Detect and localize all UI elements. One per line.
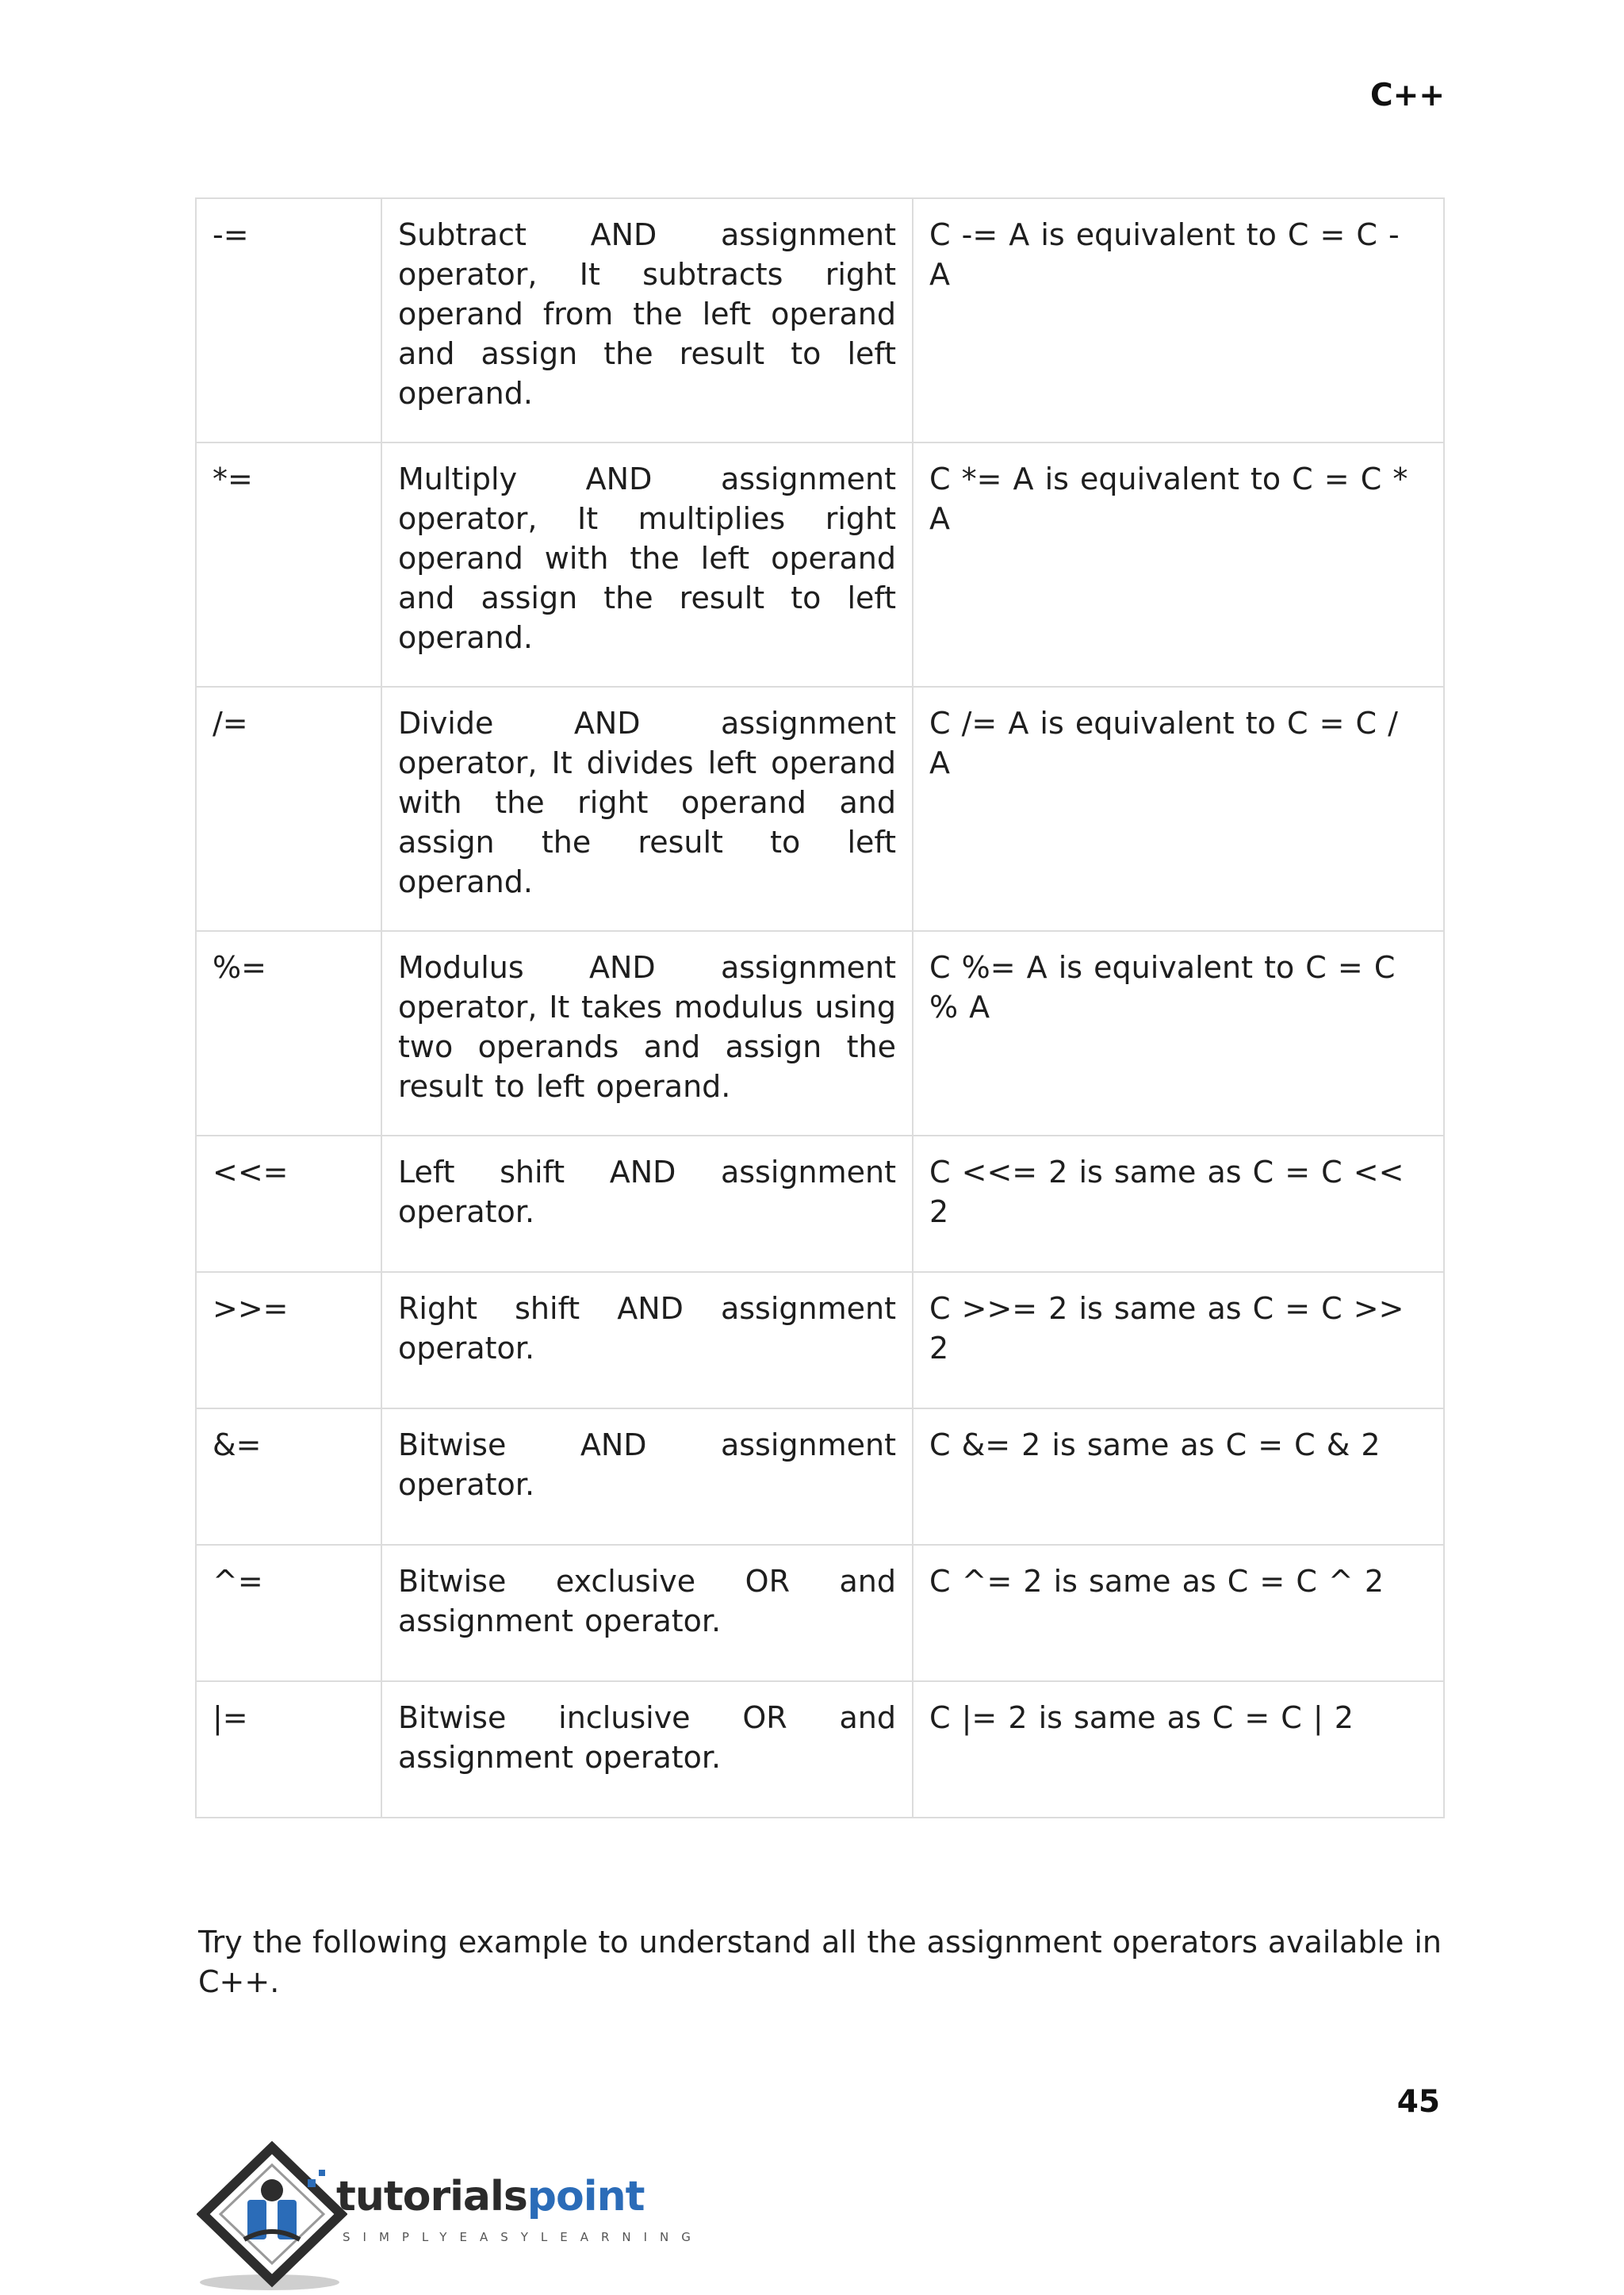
description-cell: Subtract AND assignment operator, It subtracts right operand from the left operand and assign the result to left operand.: [381, 198, 913, 443]
example-cell: C -= A is equivalent to C = C - A: [913, 198, 1444, 443]
operator-cell: >>=: [196, 1272, 381, 1408]
page-number: 45: [1396, 2084, 1440, 2120]
operator-cell: %=: [196, 931, 381, 1136]
operator-cell: ^=: [196, 1545, 381, 1681]
description-cell: Divide AND assignment operator, It divides left operand with the right operand and assign the result to left operand.: [381, 687, 913, 931]
description-cell: Bitwise exclusive OR and assignment operator.: [381, 1545, 913, 1681]
body-paragraph: Try the following example to understand all the assignment operators available in C++.: [198, 1925, 1442, 1999]
description-cell: Right shift AND assignment operator.: [381, 1272, 913, 1408]
logo-text-part1: tutorials: [336, 2173, 527, 2220]
logo-text-part2: point: [527, 2173, 645, 2220]
example-cell: C |= 2 is same as C = C | 2: [913, 1681, 1444, 1818]
description-cell: Left shift AND assignment operator.: [381, 1136, 913, 1272]
operator-cell: &=: [196, 1408, 381, 1545]
table-row: [196, 1545, 1444, 1681]
table-row: [196, 443, 1444, 687]
table-row: [196, 1681, 1444, 1818]
logo-wordmark: [336, 2173, 644, 2220]
example-cell: C *= A is equivalent to C = C * A: [913, 443, 1444, 687]
table-row: [196, 1408, 1444, 1545]
table-row: [196, 687, 1444, 931]
assignment-operators-table: [195, 197, 1445, 1818]
description-cell: Multiply AND assignment operator, It multiplies right operand with the left operand and assign the result to left operand.: [381, 443, 913, 687]
operator-cell: <<=: [196, 1136, 381, 1272]
operator-cell: *=: [196, 443, 381, 687]
example-cell: C ^= 2 is same as C = C ^ 2: [913, 1545, 1444, 1681]
description-cell: Bitwise inclusive OR and assignment operator.: [381, 1681, 913, 1818]
table-row: [196, 931, 1444, 1136]
operator-cell: -=: [196, 198, 381, 443]
table-row: [196, 1136, 1444, 1272]
table-row: [196, 1272, 1444, 1408]
example-cell: C <<= 2 is same as C = C << 2: [913, 1136, 1444, 1272]
operator-cell: |=: [196, 1681, 381, 1818]
logo-diamond-icon: [197, 2141, 347, 2292]
description-cell: Bitwise AND assignment operator.: [381, 1408, 913, 1545]
example-cell: C %= A is equivalent to C = C % A: [913, 931, 1444, 1136]
example-cell: C /= A is equivalent to C = C / A: [913, 687, 1444, 931]
description-cell: Modulus AND assignment operator, It takes modulus using two operands and assign the result to left operand.: [381, 931, 913, 1136]
page-header-title: C++: [1370, 78, 1445, 113]
tutorialspoint-logo: [197, 2141, 703, 2292]
example-cell: C >>= 2 is same as C = C >> 2: [913, 1272, 1444, 1408]
logo-tagline: SIMPLYEASYLEARNING: [343, 2230, 703, 2244]
example-cell: C &= 2 is same as C = C & 2: [913, 1408, 1444, 1545]
operator-cell: /=: [196, 687, 381, 931]
table-row: [196, 198, 1444, 443]
